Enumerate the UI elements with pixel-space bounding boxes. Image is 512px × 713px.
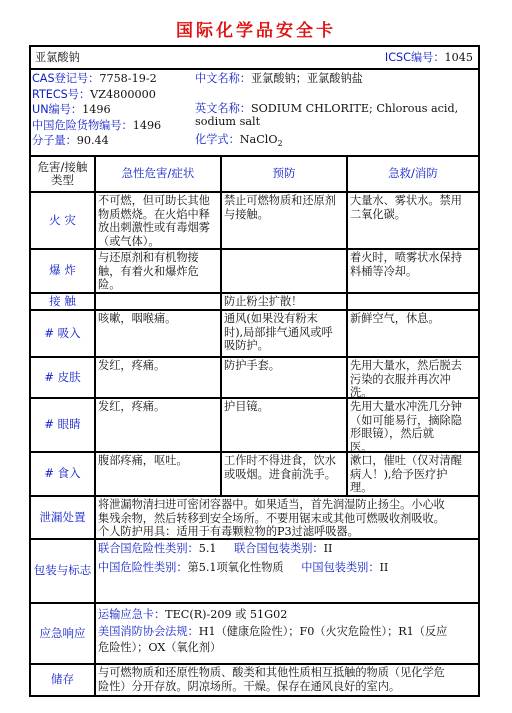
cn-class-value: 第5.1项氧化性物质 bbox=[187, 560, 284, 574]
cell-line: 放出刺激性或有毒烟雾 bbox=[98, 221, 210, 234]
hazard-type-inhalation bbox=[30, 310, 95, 357]
storage-line: 与可燃物质和还原性物质、酸类和其他性质相互抵触的物质（见化学危 bbox=[98, 666, 445, 679]
hazard-type-text: # 吸入 bbox=[44, 325, 81, 340]
hazard-type-text: # 皮肤 bbox=[44, 369, 81, 384]
emergency-card-label: 运输应急卡： bbox=[98, 608, 166, 621]
hazard-type-text: 接 触 bbox=[49, 293, 76, 308]
en-name-label: 英文名称： bbox=[195, 101, 251, 115]
leak-content bbox=[95, 496, 479, 539]
header-symptoms-text: 急性危害/症状 bbox=[121, 166, 195, 181]
skin-prevention bbox=[221, 357, 347, 398]
eyes-first-aid bbox=[347, 398, 479, 452]
inhalation-prevention bbox=[221, 310, 347, 357]
emergency-label-text: 应急响应 bbox=[39, 625, 86, 640]
leak-label-text: 泄漏处置 bbox=[39, 509, 86, 524]
un-label: UN编号： bbox=[32, 103, 83, 116]
cn-name-value: 亚氯酸钠；亚氯酸钠盐 bbox=[250, 72, 363, 85]
leak-line: 集残余物，然后转移到安全场所。不要用锯末或其他可燃吸收剂吸收。 bbox=[98, 511, 445, 525]
storage-content bbox=[95, 664, 479, 696]
inhalation-first-aid bbox=[347, 310, 479, 357]
cell-line: 时),局部排气通风或呼 bbox=[224, 325, 333, 339]
mw-value: 90.44 bbox=[76, 134, 109, 147]
contact-prevention bbox=[221, 293, 347, 310]
cell-line: 禁止可燃物质和还原剂 bbox=[224, 194, 336, 207]
cell-line: 或吸烟。进食前洗手。 bbox=[224, 467, 336, 481]
cell-line: 料桶等冷却。 bbox=[350, 264, 418, 278]
inhalation-symptoms bbox=[95, 310, 221, 357]
fire-first-aid bbox=[347, 192, 479, 249]
cell-line: 工作时不得进食，饮水 bbox=[224, 454, 336, 467]
packaging-label bbox=[30, 539, 95, 603]
hazard-type-text: 爆 炸 bbox=[49, 263, 76, 278]
cell-line: （如可能易行，摘除隐 bbox=[350, 413, 462, 427]
skin-first-aid bbox=[347, 357, 479, 398]
cell-line: 大量水、雾状水。禁用 bbox=[350, 194, 462, 207]
cell-line: 二氧化碳。 bbox=[350, 207, 406, 221]
cn-name-label: 中文名称： bbox=[195, 72, 251, 85]
explosion-prevention bbox=[221, 249, 347, 293]
cell-line: 护目镜。 bbox=[224, 400, 269, 413]
ingestion-prevention bbox=[221, 452, 347, 496]
nfpa-label: 美国消防协会法规： bbox=[98, 624, 199, 638]
header-hazard-type-line2: 类型 bbox=[51, 173, 74, 187]
cell-line: 与还原剂和有机物接 bbox=[98, 251, 199, 264]
cell-line: 触，有着火和爆炸危 bbox=[98, 264, 199, 278]
cn-pack-value: II bbox=[379, 560, 389, 574]
un-pack-value: II bbox=[323, 542, 333, 555]
cell-line: 先用大量水冲洗几分钟 bbox=[350, 400, 462, 413]
eyes-symptoms bbox=[95, 398, 221, 452]
cas-value: 7758-19-2 bbox=[99, 72, 157, 85]
id-right bbox=[195, 72, 477, 150]
cell-line: 理。 bbox=[350, 481, 373, 494]
cn-class-label: 中国危险性类别： bbox=[98, 560, 188, 574]
contact-symptoms bbox=[95, 293, 221, 310]
safety-card bbox=[29, 45, 480, 697]
icsc-number bbox=[385, 51, 473, 65]
cell-line: 病人！),给予医疗护 bbox=[350, 467, 448, 481]
leak-line: 个人防护用具：适用于有毒颗粒物的P3过滤呼吸器。 bbox=[98, 525, 359, 538]
cell-line: 防止粉尘扩散！ bbox=[224, 295, 303, 308]
cell-line: 险。 bbox=[98, 278, 121, 291]
hazard-type-skin bbox=[30, 357, 95, 398]
cell-line: 吸防护。 bbox=[224, 339, 269, 352]
storage-label-text: 储存 bbox=[51, 672, 74, 687]
packaging-label-text: 包装与标志 bbox=[33, 563, 92, 578]
rtecs-value: VZ4800000 bbox=[90, 87, 156, 101]
contact-first-aid bbox=[347, 293, 479, 310]
mw-label: 分子量： bbox=[32, 134, 77, 147]
hazard-type-text: # 食入 bbox=[44, 466, 81, 481]
cell-line: 发红，疼痛。 bbox=[98, 400, 166, 413]
en-name-value: SODIUM CHLORITE; Chlorous acid, bbox=[250, 101, 459, 115]
icsc-label: ICSC编号： bbox=[384, 51, 445, 64]
header-symptoms bbox=[95, 156, 221, 192]
hazard-type-eyes bbox=[30, 398, 95, 452]
hazard-type-text: 火 灾 bbox=[49, 212, 76, 227]
icsc-value: 1045 bbox=[444, 51, 473, 64]
emergency-card-value: TEC(R)-209 或 51G02 bbox=[165, 608, 288, 621]
fire-symptoms bbox=[95, 192, 221, 249]
explosion-first-aid bbox=[347, 249, 479, 293]
cell-line: 发红，疼痛。 bbox=[98, 359, 166, 372]
header-prevention bbox=[221, 156, 347, 192]
un-value: 1496 bbox=[82, 103, 111, 116]
cell-line: （或气体）。 bbox=[98, 234, 160, 248]
cell-line: 医。 bbox=[350, 440, 373, 452]
cell-line: 先用大量水，然后脱去 bbox=[350, 359, 462, 372]
cn-danger-value: 1496 bbox=[132, 118, 162, 132]
ingestion-symptoms bbox=[95, 452, 221, 496]
un-class-label: 联合国危险性类别： bbox=[98, 542, 199, 555]
cn-pack-label: 中国包装类别： bbox=[301, 560, 380, 574]
en-name-value-cont: sodium salt bbox=[195, 115, 261, 128]
formula-label: 化学式： bbox=[195, 132, 240, 146]
hazard-type-explosion bbox=[30, 249, 95, 293]
header-hazard-type-line1: 危害/接触 bbox=[37, 159, 88, 174]
cell-line: 漱口，催吐（仅对清醒 bbox=[350, 454, 462, 467]
cell-line: 通风(如果没有粉末 bbox=[224, 312, 318, 325]
header-first-aid-text: 急救/消防 bbox=[388, 166, 438, 181]
cell-line: 新鲜空气，休息。 bbox=[350, 312, 440, 325]
cell-line: 不可燃，但可助长其他 bbox=[98, 194, 210, 207]
header-prevention-text: 预防 bbox=[272, 166, 296, 181]
header-first-aid bbox=[347, 156, 479, 192]
hazard-type-contact bbox=[30, 293, 95, 310]
cell-line: 物质燃烧。在火焰中释 bbox=[98, 207, 210, 221]
cell-line: 咳嗽，咽喉痛。 bbox=[98, 312, 177, 325]
skin-symptoms bbox=[95, 357, 221, 398]
name-row bbox=[30, 46, 479, 69]
formula-main: NaClO bbox=[239, 132, 278, 146]
identification-block bbox=[30, 69, 479, 156]
header-hazard-type bbox=[30, 156, 95, 192]
cell-line: 防护手套。 bbox=[224, 359, 280, 372]
storage-line: 险性）分开存放。阴凉场所。干燥。保存在通风良好的室内。 bbox=[98, 679, 401, 693]
cell-line: 洗。 bbox=[350, 386, 373, 398]
packaging-content bbox=[95, 539, 479, 603]
storage-label bbox=[30, 664, 95, 696]
id-left bbox=[32, 72, 192, 148]
cell-line: 与接触。 bbox=[224, 207, 269, 221]
cell-line: 着火时，喷雾状水保持 bbox=[350, 251, 462, 264]
hazard-type-text: # 眼睛 bbox=[44, 417, 81, 432]
hazard-type-fire bbox=[30, 192, 95, 249]
emergency-content bbox=[95, 603, 479, 664]
cell-line: 污染的衣服并再次冲 bbox=[350, 372, 451, 386]
explosion-symptoms bbox=[95, 249, 221, 293]
un-pack-label: 联合国包装类别： bbox=[234, 542, 324, 555]
leak-label bbox=[30, 496, 95, 539]
card-title: 国际化学品安全卡 bbox=[176, 21, 336, 41]
cas-label: CAS登记号： bbox=[32, 72, 100, 85]
hazard-type-ingestion bbox=[30, 452, 95, 496]
cell-line: 腹部疼痛，呕吐。 bbox=[98, 454, 188, 467]
leak-line: 将泄漏物清扫进可密闭容器中。如果适当，首先润湿防止扬尘。小心收 bbox=[98, 498, 445, 511]
nfpa-value-cont: 危险性）；OX（氧化剂） bbox=[98, 641, 222, 654]
cn-danger-label: 中国危险货物编号： bbox=[32, 118, 133, 132]
eyes-prevention bbox=[221, 398, 347, 452]
chemical-name: 亚氯酸钠 bbox=[35, 51, 80, 64]
nfpa-value: H1（健康危险性）；F0（火灾危险性）；R1（反应 bbox=[198, 624, 448, 638]
ingestion-first-aid bbox=[347, 452, 479, 496]
emergency-label bbox=[30, 603, 95, 664]
cell-line: 形眼镜），然后就 bbox=[350, 427, 434, 440]
fire-prevention bbox=[221, 192, 347, 249]
un-class-value: 5.1 bbox=[198, 542, 217, 555]
rtecs-label: RTECS号： bbox=[32, 87, 91, 101]
formula-subscript: 2 bbox=[277, 138, 283, 148]
